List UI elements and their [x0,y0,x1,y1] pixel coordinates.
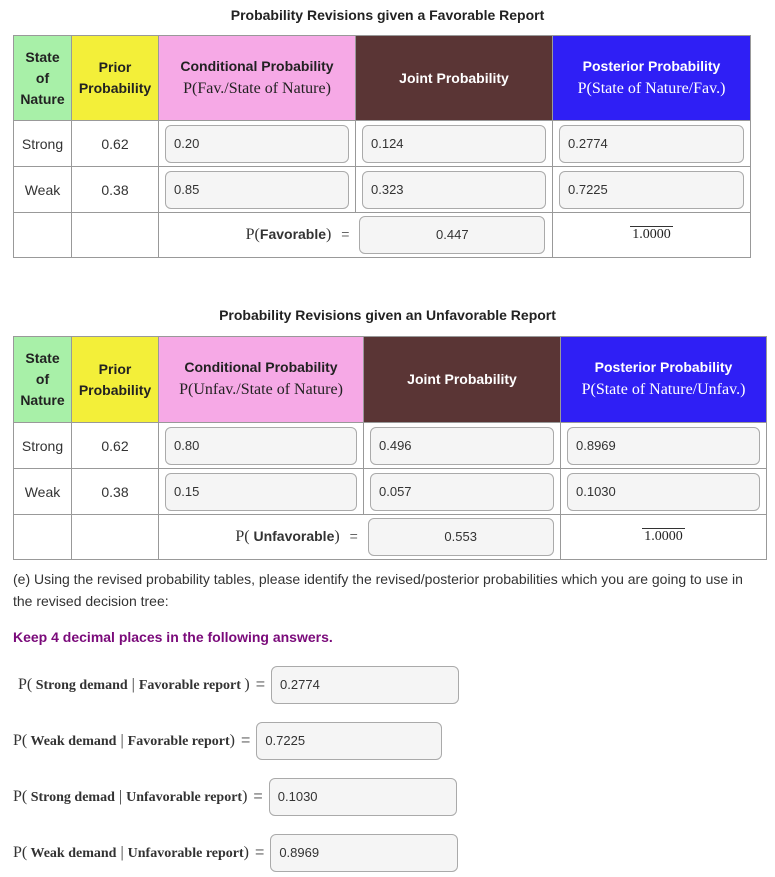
conditional-probability-header: Conditional Probability P(Unfav./State of Nature) [159,337,364,423]
table-row [14,121,751,167]
conditional-probability-header: Conditional Probability P(Fav./State of Nature) [159,36,356,121]
state-label: Weak [14,167,72,213]
prior-value: 0.62 [72,121,159,167]
answer-row: P( Strong demand | Favorable report ) = 0.2774 [13,665,459,705]
state-of-nature-header: State of Nature [14,337,72,423]
state-label: Strong [14,423,72,469]
answer-label: P( Strong demand | Favorable report ) [18,676,250,693]
unfavorable-table-title: Probability Revisions given an Unfavorable Report [219,307,556,323]
posterior-probability-input[interactable]: 0.8969 [567,427,760,465]
posterior-total: 1.0000 [561,515,767,560]
prior-value: 0.62 [72,423,159,469]
conditional-probability-input[interactable]: 0.80 [165,427,357,465]
state-label: Strong [14,121,72,167]
table-row [14,469,767,515]
answer-row: P( Weak demand | Unfavorable report) = 0.8969 [13,833,458,873]
posterior-probability-input[interactable]: 0.2774 [559,125,744,163]
posterior-total: 1.0000 [553,213,751,258]
joint-probability-input[interactable]: 0.124 [362,125,546,163]
posterior-probability-input[interactable]: 0.7225 [559,171,744,209]
joint-probability-input[interactable]: 0.496 [370,427,554,465]
sum-row [14,515,767,560]
question-text: (e) Using the revised probability tables, please identify the revised/posterior probabilities which you are going to use in the revised decision tree: [13,571,743,609]
answer-input[interactable]: 0.1030 [269,778,457,816]
joint-probability-header: Joint Probability [364,337,561,423]
conditional-probability-input[interactable]: 0.20 [165,125,349,163]
favorable-revision-table [13,35,751,258]
joint-probability-header: Joint Probability [356,36,553,121]
answer-row: P( Strong demad | Unfavorable report) = 0.1030 [13,777,457,817]
answer-label: P( Weak demand | Favorable report) [13,732,235,749]
answer-input[interactable]: 0.2774 [271,666,459,704]
posterior-probability-header: Posterior Probability P(State of Nature/Unfav.) [561,337,767,423]
posterior-probability-input[interactable]: 0.1030 [567,473,760,511]
favorable-table-title: Probability Revisions given a Favorable Report [230,7,545,23]
prior-probability-header: Prior Probability [72,337,159,423]
p-unfavorable-label: P( Unfavorable) [235,528,340,545]
state-label: Weak [14,469,72,515]
table-row [14,423,767,469]
answer-input[interactable]: 0.8969 [270,834,458,872]
unfavorable-sum-cell: P( Unfavorable) = 0.553 [159,515,561,560]
state-of-nature-header: State of Nature [14,36,72,121]
unfavorable-revision-table [13,336,767,560]
joint-probability-input[interactable]: 0.323 [362,171,546,209]
conditional-probability-input[interactable]: 0.85 [165,171,349,209]
table-row [14,167,751,213]
prior-value: 0.38 [72,167,159,213]
answer-input[interactable]: 0.7225 [256,722,442,760]
p-unfavorable-input[interactable]: 0.553 [368,518,554,556]
joint-probability-input[interactable]: 0.057 [370,473,554,511]
posterior-probability-header: Posterior Probability P(State of Nature/Fav.) [553,36,751,121]
prior-probability-header: Prior Probability [72,36,159,121]
answer-row: P( Weak demand | Favorable report) = 0.7225 [13,721,442,761]
prior-value: 0.38 [72,469,159,515]
answer-label: P( Weak demand | Unfavorable report) [13,844,249,861]
decimal-instruction: Keep 4 decimal places in the following answers. [13,629,333,645]
p-favorable-label: P(Favorable) [245,226,332,243]
conditional-probability-input[interactable]: 0.15 [165,473,357,511]
favorable-sum-cell: P(Favorable) = 0.447 [159,213,553,258]
sum-row [14,213,751,258]
p-favorable-input[interactable]: 0.447 [359,216,545,254]
answer-label: P( Strong demad | Unfavorable report) [13,788,248,805]
